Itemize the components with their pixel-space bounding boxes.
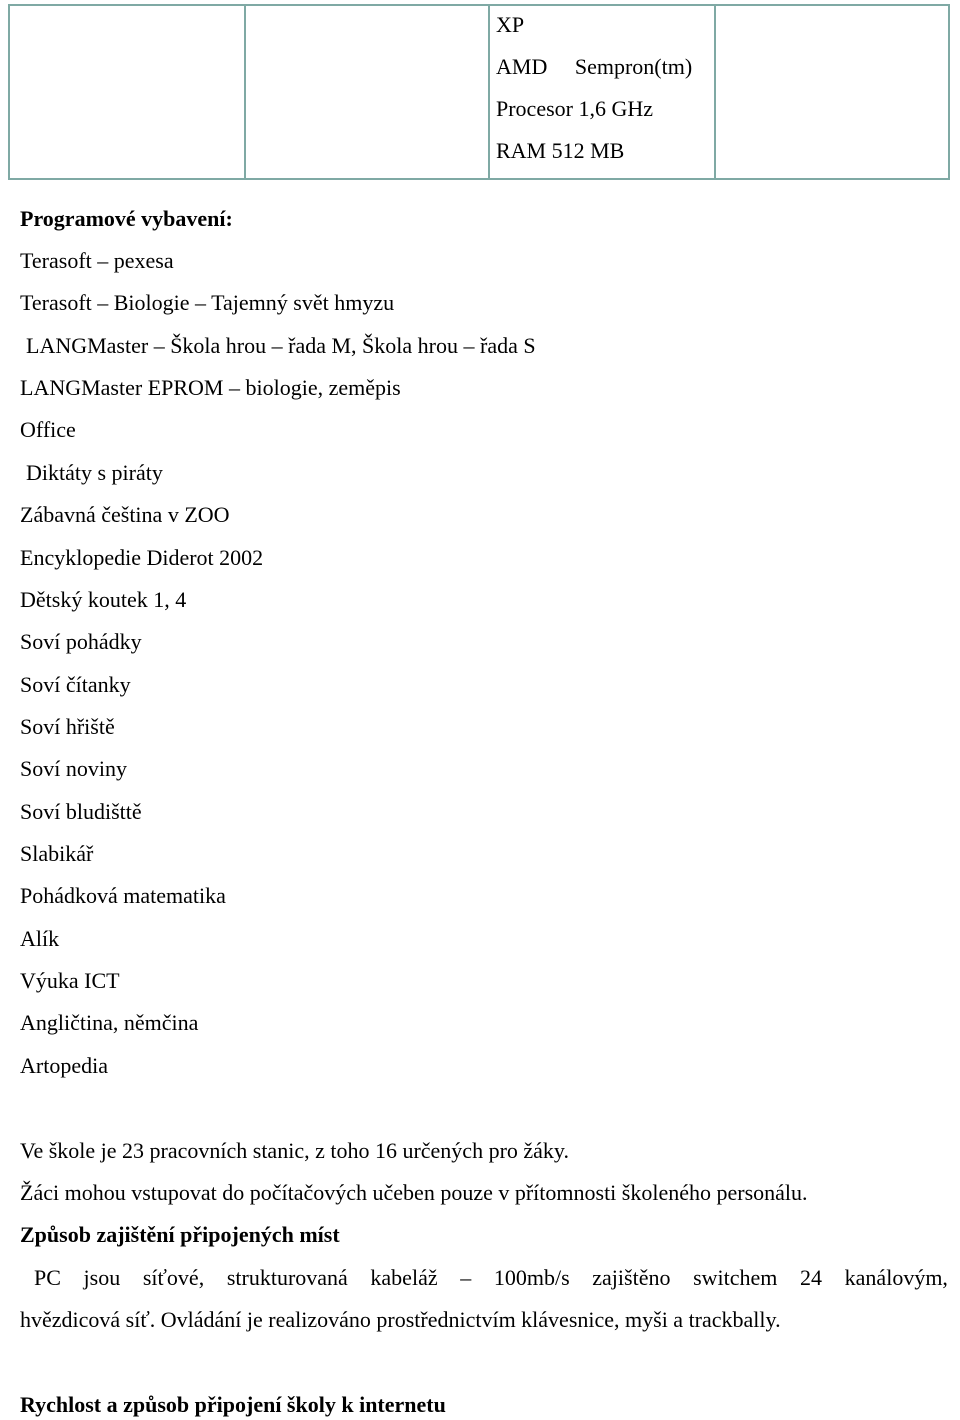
software-item: Soví bludišttě (20, 799, 142, 824)
software-item: LANGMaster EPROM – biologie, zeměpis (20, 375, 401, 400)
table-cell-empty (715, 5, 949, 179)
software-item: LANGMaster – Škola hrou – řada M, Škola hrou – řada S (26, 333, 536, 358)
word: 24 (800, 1265, 823, 1290)
software-item: Soví čítanky (20, 672, 131, 697)
software-item: Dětský koutek 1, 4 (20, 587, 187, 612)
software-item: Zábavná čeština v ZOO (20, 502, 230, 527)
word: zajištěno (592, 1265, 671, 1290)
hardware-spec-table (8, 4, 950, 180)
table-cell-spec (489, 5, 715, 179)
software-item: Soví noviny (20, 756, 127, 781)
word: – (460, 1265, 472, 1290)
software-item: Soví hřiště (20, 714, 115, 739)
spec-ram: RAM 512 MB (496, 138, 625, 163)
software-item: Office (20, 417, 76, 442)
stations-paragraph: Ve škole je 23 pracovních stanic, z toho 16 určených pro žáky. (20, 1138, 570, 1163)
software-item: Encyklopedie Diderot 2002 (20, 545, 264, 570)
software-item: Angličtina, němčina (20, 1010, 199, 1035)
connection-text-line-1 (20, 1263, 948, 1293)
word: strukturovaná (226, 1265, 348, 1290)
spec-os: XP (496, 12, 525, 37)
word: switchem (693, 1265, 778, 1290)
software-item: Terasoft – Biologie – Tajemný svět hmyzu (20, 290, 395, 315)
table-cell-empty (245, 5, 489, 179)
connection-text-line-2: hvězdicová síť. Ovládání je realizováno prostřednictvím klávesnice, myši a trackbally. (20, 1307, 781, 1332)
software-item: Pohádková matematika (20, 883, 226, 908)
spec-cpu-model: AMD Sempron(tm) (496, 54, 693, 79)
word: kabeláž (370, 1265, 438, 1290)
internet-heading: Rychlost a způsob připojení školy k internetu (20, 1392, 446, 1417)
word: jsou (83, 1265, 121, 1290)
software-item: Diktáty s piráty (26, 460, 163, 485)
word: 100mb/s (493, 1265, 570, 1290)
table-row (9, 5, 949, 179)
word: síťové, (142, 1265, 205, 1290)
software-item: Výuka ICT (20, 968, 120, 993)
word: PC (34, 1265, 61, 1290)
software-item: Soví pohádky (20, 629, 142, 654)
software-item: Artopedia (20, 1053, 108, 1078)
software-item: Terasoft – pexesa (20, 248, 174, 273)
spec-cpu-speed: Procesor 1,6 GHz (496, 96, 654, 121)
software-item: Slabikář (20, 841, 94, 866)
connection-text-1 (34, 1263, 948, 1293)
software-item: Alík (20, 926, 60, 951)
connection-heading: Způsob zajištění připojených míst (20, 1222, 340, 1247)
word: kanálovým, (844, 1265, 948, 1290)
access-paragraph: Žáci mohou vstupovat do počítačových učeben pouze v přítomnosti školeného personálu. (20, 1180, 808, 1205)
software-heading: Programové vybavení: (20, 206, 233, 231)
table-cell-empty (9, 5, 245, 179)
